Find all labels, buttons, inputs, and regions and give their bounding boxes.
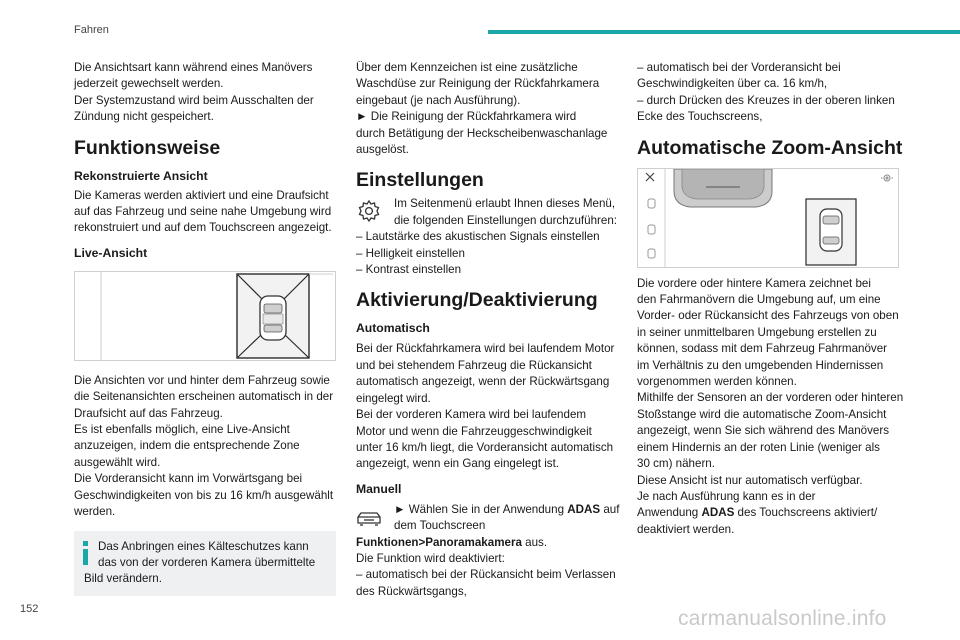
text-line: den Fahrmanövern die Umgebung auf, um eine [637,293,881,307]
car-front-icon [356,504,382,530]
settings-list [356,229,621,278]
manuell-row [356,502,621,535]
header-accent-bar [488,30,960,34]
info-box [74,531,336,596]
heading-zoom-ansicht: Automatische Zoom-Ansicht [637,136,903,159]
text-line: deaktiviert werden. [637,522,735,536]
zoom-paragraph [637,276,902,539]
subheading-rekonstruierte-ansicht: Rekonstruierte Ansicht [74,168,208,183]
text-line: Bild verändern. [84,572,162,586]
text-line: Vorder- oder Rückansicht des Fahrzeugs von oben [637,309,899,323]
text-line: rekonstruiert und auf dem Touchscreen angezeigt. [74,221,332,235]
live-view-figure [74,271,336,361]
text-span: ► Wählen Sie in der Anwendung [394,502,565,516]
text-line: dem Touchscreen [394,519,486,533]
close-icon [646,173,654,181]
text-line: Die vordere oder hintere Kamera zeichnet bei [637,276,871,290]
menu-path-label: Funktionen>Panoramakamera [356,535,522,549]
rekonstruiert-paragraph [74,188,339,237]
text-line: Die Ansichtsart kann während eines Manövers [74,61,313,74]
text-span: aus. [521,535,548,549]
gear-icon [356,198,382,224]
adas-label: ADAS [701,506,735,520]
text-line: Es ist ebenfalls möglich, eine Live-Ansicht [74,423,290,437]
text-line: anzuzeigen, indem die entsprechende Zone [74,439,300,453]
column-1 [74,60,339,596]
text-line: Der Systemzustand wird beim Ausschalten der [74,93,314,107]
subheading-manuell: Manuell [356,481,402,496]
text-line: angezeigt, wenn Sie sich während des Manövers [637,424,889,438]
text-line: Das Anbringen eines Kälteschutzes kann [98,539,309,553]
text-line: werden. [74,505,116,519]
live-paragraph [74,373,339,521]
text-line: die folgenden Einstellungen durchzuführen: [394,213,618,227]
text-line: angezeigt, wenn ein Gang eingelegt ist. [356,457,560,471]
zoom-view-figure [637,168,899,268]
text-line: im Verhältnis zu den umgebenden Hindernissen [637,358,884,372]
text-line: Ecke des Touchscreens, [637,110,763,124]
car-front-zoom-icon [674,169,772,207]
intro-paragraph [74,60,339,126]
manuell-paragraph [356,535,621,601]
text-line: – automatisch bei der Rückansicht beim Verlassen [356,568,616,582]
subheading-live-ansicht: Live-Ansicht [74,245,148,260]
text-line: durch Betätigung der Heckscheibenwaschanlage [356,126,608,140]
column-3 [637,60,902,538]
text-line: des Rückwärtsgangs, [356,584,467,598]
text-line: – automatisch bei der Vorderansicht bei [637,61,841,74]
text-line: Waschdüse zur Reinigung der Rückfahrkamera [356,77,600,91]
text-line: Die Kameras werden aktiviert und eine Draufsicht [74,188,329,202]
heading-funktionsweise: Funktionsweise [74,136,221,159]
text-line: vorgenommen werden können. [637,375,797,389]
text-line: eingelegt wird. [356,391,431,405]
text-span: Anwendung [637,506,702,520]
text-line: Mithilfe der Sensoren an der vorderen oder hinteren [637,391,904,405]
manuell-intro [356,502,621,535]
text-line: jederzeit gewechselt werden. [74,77,224,91]
list-item: – Lautstärke des akustischen Signals einstellen [356,230,600,244]
page-number: 152 [20,603,39,615]
list-item: – Helligkeit einstellen [356,246,465,260]
watermark: carmanualsonline.info [678,607,887,630]
text-line: ausgelöst. [356,143,409,157]
list-item: – Kontrast einstellen [356,263,462,277]
text-line: ausgewählt wird. [74,455,161,469]
text-line: automatisch angezeigt, wenn der Rückwärtsgang [356,375,610,389]
text-line: Über dem Kennzeichen ist eine zusätzliche [356,61,578,74]
text-line: und bei stehendem Fahrzeug die Rückansicht [356,358,592,372]
text-line: Stoßstange wird die automatische Zoom-Ansicht [637,407,887,421]
text-line: Motor und wenn die Fahrzeuggeschwindigkeit [356,424,592,438]
car-topview-icon [806,199,856,265]
text-line: in seiner unmittelbaren Umgebung erstellen zu [637,325,877,339]
text-line: 30 cm) nähern. [637,457,715,471]
text-line: eingebaut (je nach Ausführung). [356,93,521,107]
info-icon [83,541,88,565]
text-line: Diese Ansicht ist nur automatisch verfügbar. [637,473,863,487]
text-line: unter 16 km/h liegt, die Vorderansicht automatisch [356,440,614,454]
text-line [394,502,621,518]
page-header-section: Fahren [74,24,109,36]
text-line: das von der vorderen Kamera übermittelte [98,555,316,569]
text-line: Die Funktion wird deaktiviert: [356,551,505,565]
text-line: Bei der Rückfahrkamera wird bei laufendem Motor [356,342,615,356]
text-line: ► Die Reinigung der Rückfahrkamera wird [356,110,577,124]
text-line: Zündung nicht gespeichert. [74,110,214,124]
settings-intro [356,196,621,229]
text-line: die Seitenansichten erscheinen automatisch in der [74,390,334,404]
text-line: – durch Drücken des Kreuzes in der oberen linken [637,93,895,107]
heading-aktivierung: Aktivierung/Deaktivierung [356,289,598,312]
sensor-icon [648,199,655,258]
washer-paragraph [356,60,621,158]
text-line [356,535,621,551]
text-line: Draufsicht auf das Fahrzeug. [74,406,223,420]
text-line: Die Ansichten vor und hinter dem Fahrzeug sowie [74,373,330,387]
settings-icon [881,175,893,181]
zoom-view-diagram [638,169,898,267]
text-line: Die Vorderansicht kann im Vorwärtsgang bei [74,472,303,486]
heading-einstellungen: Einstellungen [356,169,484,192]
text-span: des Touchscreens aktiviert/ [734,506,878,520]
car-topview-icon [260,296,286,340]
info-text [84,539,326,588]
text-line: Bei der vorderen Kamera wird bei laufendem [356,408,587,422]
subheading-automatisch: Automatisch [356,321,430,336]
settings-row [356,196,621,229]
text-line: Je nach Ausführung kann es in der [637,489,816,503]
column-2 [356,60,621,600]
text-line [637,505,902,521]
adas-label: ADAS [567,502,601,516]
text-line: Geschwindigkeiten über ca. 16 km/h, [637,77,828,91]
text-line: können, sodass mit dem Fahrzeug Fahrmanöver [637,342,888,356]
text-span: auf [603,502,620,516]
text-line: auf das Fahrzeug und seine nahe Umgebung wird [74,205,332,219]
text-line: einem Hindernis an der roten Linie (weniger als [637,440,880,454]
deactivation-list [637,60,902,126]
text-line: Im Seitenmenü erlaubt Ihnen dieses Menü, [394,197,616,211]
live-view-diagram [75,272,335,360]
automatisch-paragraph [356,341,621,472]
text-line: Geschwindigkeiten von bis zu 16 km/h ausgewählt [74,488,334,502]
